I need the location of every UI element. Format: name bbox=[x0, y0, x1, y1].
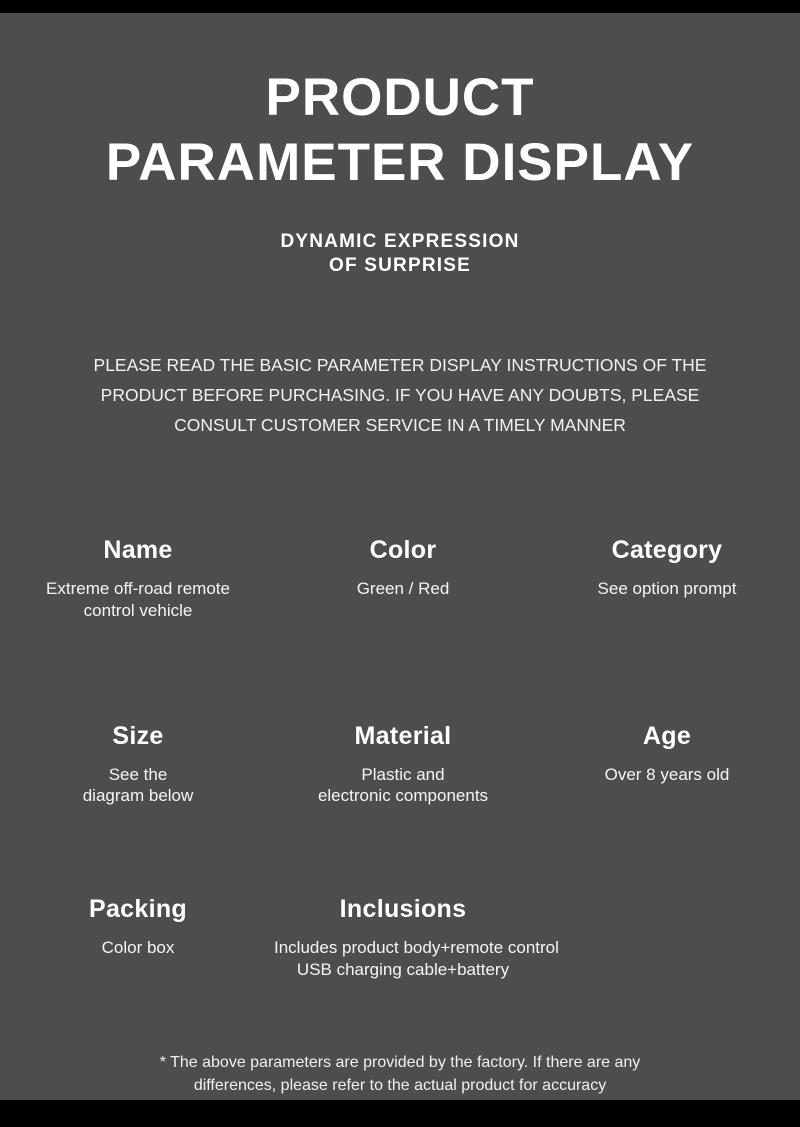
spec-row bbox=[0, 536, 800, 622]
top-black-bar bbox=[0, 0, 800, 13]
spec-value bbox=[536, 578, 798, 600]
spec-row bbox=[0, 895, 800, 981]
spec-value-line-1: See option prompt bbox=[597, 579, 737, 599]
spec-value-line-1: Extreme off-road remote bbox=[46, 579, 230, 599]
spec-item-packing bbox=[0, 895, 266, 981]
spec-value-line-1: See the bbox=[108, 764, 168, 784]
spec-item-inclusions bbox=[266, 895, 559, 981]
page-subtitle-line-1: DYNAMIC EXPRESSION bbox=[280, 231, 520, 253]
page-title-line-1: PRODUCT bbox=[265, 68, 535, 127]
spec-value bbox=[274, 937, 559, 981]
spec-label: Category bbox=[611, 536, 723, 565]
spec-value-line-1: Plastic and bbox=[361, 764, 445, 784]
spec-grid bbox=[0, 536, 800, 981]
spec-value-line-1: Includes product body+remote control bbox=[274, 938, 559, 958]
page-content bbox=[0, 13, 800, 1100]
spec-value bbox=[274, 764, 532, 808]
spec-item-empty bbox=[532, 895, 798, 981]
page-subtitle bbox=[0, 230, 800, 278]
spec-label: Name bbox=[103, 536, 173, 565]
spec-item-material bbox=[266, 722, 532, 808]
spec-item-category bbox=[532, 536, 798, 622]
intro-paragraph bbox=[0, 350, 800, 440]
spec-value-line-2: electronic components bbox=[317, 786, 489, 806]
intro-line-1: PLEASE READ THE BASIC PARAMETER DISPLAY INSTRUCTIONS OF THE bbox=[93, 354, 707, 375]
spec-value-line-1: Color box bbox=[101, 938, 175, 958]
page-subtitle-line-2: OF SURPRISE bbox=[329, 255, 471, 277]
spec-label: Size bbox=[112, 721, 164, 750]
bottom-black-bar bbox=[0, 1100, 800, 1127]
spec-value bbox=[274, 578, 532, 600]
spec-item-size bbox=[0, 722, 266, 808]
footnote-line-2: differences, please refer to the actual product for accuracy bbox=[193, 1076, 607, 1094]
spec-label: Packing bbox=[89, 895, 187, 924]
page-header bbox=[0, 13, 800, 278]
spec-value bbox=[536, 764, 798, 786]
spec-item-name bbox=[0, 536, 266, 622]
spec-label: Age bbox=[642, 721, 692, 750]
spec-value-line-1: Over 8 years old bbox=[604, 764, 730, 784]
page-title-line-2: PARAMETER DISPLAY bbox=[105, 132, 695, 192]
spec-value bbox=[10, 764, 266, 808]
spec-value-line-2: control vehicle bbox=[83, 600, 193, 620]
spec-label: Color bbox=[369, 536, 437, 565]
spec-value-line-2: diagram below bbox=[82, 786, 194, 806]
spec-value bbox=[10, 937, 266, 959]
spec-value bbox=[10, 578, 266, 622]
spec-value-line-2: USB charging cable+battery bbox=[296, 959, 510, 979]
spec-row bbox=[0, 722, 800, 808]
spec-item-age bbox=[532, 722, 798, 808]
spec-label: Inclusions bbox=[339, 895, 467, 924]
spec-value-line-1: Green / Red bbox=[356, 579, 450, 599]
intro-line-2: PRODUCT BEFORE PURCHASING. IF YOU HAVE ANY DOUBTS, PLEASE bbox=[100, 384, 700, 405]
footnote bbox=[0, 1051, 800, 1097]
spec-label: Material bbox=[354, 721, 452, 750]
spec-item-color bbox=[266, 536, 532, 622]
intro-line-3: CONSULT CUSTOMER SERVICE IN A TIMELY MANNER bbox=[174, 414, 626, 435]
footnote-line-1: * The above parameters are provided by the factory. If there are any bbox=[159, 1053, 641, 1071]
